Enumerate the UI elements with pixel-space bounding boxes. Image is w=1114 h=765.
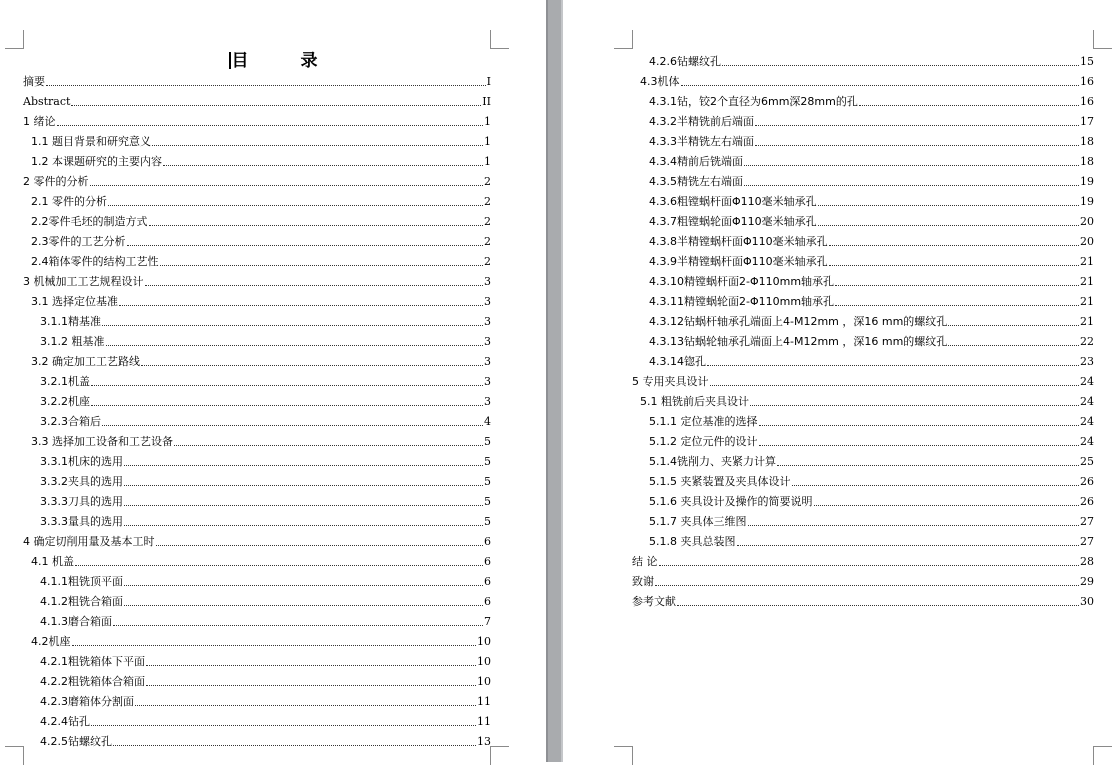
toc-page-number: 1 [484, 155, 491, 168]
toc-dot-leader [146, 685, 476, 686]
toc-entry-text: 3.2 确定加工工艺路线 [31, 355, 140, 368]
toc-dot-leader [152, 145, 483, 146]
toc-page-number: 4 [484, 415, 491, 428]
toc-entry-text: 4.3.7粗镗蜗轮面Φ110毫米轴承孔 [649, 215, 817, 228]
toc-entry-text: 4.3.9半精镗蜗杆面Φ110毫米轴承孔 [649, 255, 828, 268]
toc-page-number: 26 [1080, 475, 1094, 488]
toc-entry[interactable] [632, 491, 1094, 511]
toc-entry-text: 4.3.8半精镗蜗杆面Φ110毫米轴承孔 [649, 235, 828, 248]
toc-entry-text: 4.3.6粗镗蜗杆面Φ110毫米轴承孔 [649, 195, 817, 208]
toc-page-number: 24 [1080, 415, 1094, 428]
toc-page-number: 7 [484, 615, 491, 628]
toc-entry-text: 4.3.13钻蜗轮轴承孔端面上4-M12mm ，深16 mm的螺纹孔 [649, 335, 948, 348]
toc-dot-leader [102, 325, 483, 326]
toc-entry[interactable] [632, 551, 1094, 571]
document-page-right [563, 0, 1114, 762]
toc-entry[interactable] [632, 231, 1094, 251]
toc-dot-leader [72, 645, 477, 646]
toc-entry-text: 4.1.1粗铣顶平面 [40, 575, 123, 588]
toc-entry-text: 3 机械加工工艺规程设计 [23, 275, 144, 288]
toc-entry-text: 4.2.4钻孔 [40, 715, 90, 728]
toc-entry[interactable] [23, 531, 491, 551]
toc-entry-text: 5 专用夹具设计 [632, 375, 709, 388]
toc-entry-text: 1.2 本课题研究的主要内容 [31, 155, 162, 168]
toc-dot-leader [814, 505, 1080, 506]
toc-entry[interactable] [632, 151, 1094, 171]
toc-dot-leader [106, 345, 484, 346]
toc-page-number: 26 [1080, 495, 1094, 508]
toc-dot-leader [755, 125, 1079, 126]
toc-page-number: 5 [484, 475, 491, 488]
toc-dot-leader [948, 345, 1079, 346]
toc-entry-text: 4.3.3半精铣左右端面 [649, 135, 754, 148]
page-corner-mark [5, 746, 24, 765]
toc-entry[interactable] [23, 311, 491, 331]
toc-entry[interactable] [23, 211, 491, 231]
toc-entry[interactable] [23, 71, 491, 91]
toc-dot-leader [46, 85, 486, 86]
toc-entry-text: 4.3.2半精铣前后端面 [649, 115, 754, 128]
toc-dot-leader [759, 425, 1080, 426]
toc-entry-text: 4.3.1钻，铰2个直径为6mm深28mm的孔 [649, 95, 858, 108]
toc-page-number: 6 [484, 535, 491, 548]
toc-entry-text: 5.1.6 夹具设计及操作的简要说明 [649, 495, 813, 508]
toc-entry-text: 5.1 粗铣前后夹具设计 [640, 395, 749, 408]
toc-page-number: 2 [484, 235, 491, 248]
toc-entry-text: 4.2机座 [31, 635, 71, 648]
toc-page-number: 21 [1080, 275, 1094, 288]
toc-entry-text: 致谢 [632, 575, 654, 588]
toc-dot-leader [750, 405, 1079, 406]
toc-dot-leader [677, 605, 1079, 606]
toc-entry[interactable] [632, 471, 1094, 491]
toc-entry[interactable] [23, 471, 491, 491]
toc-page-number: 20 [1080, 215, 1094, 228]
toc-entry-text: 5.1.7 夹具体三维图 [649, 515, 747, 528]
toc-entry[interactable] [23, 511, 491, 531]
toc-entry[interactable] [632, 331, 1094, 351]
toc-page-number: 3 [484, 395, 491, 408]
toc-page-number: 17 [1080, 115, 1094, 128]
toc-entry-text: 4.3.14锪孔 [649, 355, 706, 368]
toc-entry[interactable] [23, 111, 491, 131]
toc-entry-text: 1.1 题目背景和研究意义 [31, 135, 151, 148]
toc-entry-text: 5.1.4铣削力、夹紧力计算 [649, 455, 776, 468]
toc-dot-leader [792, 485, 1080, 486]
toc-page-number: 27 [1080, 535, 1094, 548]
toc-dot-leader [124, 505, 483, 506]
page-corner-mark [1093, 30, 1112, 49]
toc-entry[interactable] [23, 391, 491, 411]
page-corner-mark [614, 746, 633, 765]
toc-entry-text: 1 绪论 [23, 115, 56, 128]
toc-page-number: 18 [1080, 155, 1094, 168]
toc-page-number: 6 [484, 575, 491, 588]
toc-page-number: 16 [1080, 75, 1094, 88]
toc-dot-leader [737, 545, 1080, 546]
toc-page-number: 11 [477, 695, 491, 708]
toc-entry-text: 2.4箱体零件的结构工艺性 [31, 255, 159, 268]
toc-dot-leader [91, 405, 483, 406]
toc-entry[interactable] [632, 291, 1094, 311]
toc-dot-leader [859, 105, 1079, 106]
toc-entry[interactable] [23, 351, 491, 371]
toc-entry-text: 4.1.2粗铣合箱面 [40, 595, 123, 608]
toc-dot-leader [160, 265, 484, 266]
toc-page-number: 23 [1080, 355, 1094, 368]
toc-page-number: 3 [484, 375, 491, 388]
toc-entry[interactable] [632, 531, 1094, 551]
toc-entry-text: 3.1 选择定位基准 [31, 295, 118, 308]
toc-page-number: 29 [1080, 575, 1094, 588]
toc-entry-text: 3.1.1精基准 [40, 315, 101, 328]
toc-title-part2: 录 [300, 51, 318, 71]
toc-dot-leader [744, 185, 1079, 186]
toc-entry-text: 4.3.12钻蜗杆轴承孔端面上4-M12mm ，深16 mm的螺纹孔 [649, 315, 948, 328]
toc-entry-text: 结 论 [632, 555, 658, 568]
toc-entry[interactable] [632, 391, 1094, 411]
toc-entry-text: 4.1.3磨合箱面 [40, 615, 112, 628]
toc-entry[interactable] [632, 111, 1094, 131]
toc-dot-leader [174, 445, 483, 446]
toc-entry[interactable] [632, 131, 1094, 151]
toc-entry-text: 4.1 机盖 [31, 555, 74, 568]
toc-entry[interactable] [23, 551, 491, 571]
toc-page-number: 10 [477, 675, 491, 688]
toc-entry[interactable] [632, 591, 1094, 611]
toc-page-number: 5 [484, 495, 491, 508]
toc-entry-text: 2.1 零件的分析 [31, 195, 107, 208]
toc-list-left [23, 71, 491, 751]
toc-dot-leader [710, 385, 1080, 386]
toc-entry-text: 3.2.2机座 [40, 395, 90, 408]
toc-entry[interactable] [23, 271, 491, 291]
toc-entry[interactable] [632, 51, 1094, 71]
document-page-left [0, 0, 546, 762]
toc-dot-leader [119, 305, 483, 306]
toc-dot-leader [124, 585, 483, 586]
toc-dot-leader [163, 165, 483, 166]
toc-page-number: 24 [1080, 435, 1094, 448]
toc-entry-text: 4.3.4精前后铣端面 [649, 155, 743, 168]
toc-page-number: 16 [1080, 95, 1094, 108]
toc-page-number: 3 [484, 355, 491, 368]
toc-page-number: I [486, 75, 491, 88]
toc-page-number: 3 [484, 295, 491, 308]
toc-entry-text: 3.3.1机床的选用 [40, 455, 123, 468]
toc-dot-leader [145, 285, 484, 286]
toc-entry[interactable] [23, 411, 491, 431]
toc-entry-text: 摘要 [23, 75, 45, 88]
toc-entry[interactable] [23, 631, 491, 651]
toc-dot-leader [156, 545, 484, 546]
toc-page-number: 5 [484, 515, 491, 528]
page-gap [546, 0, 563, 762]
toc-dot-leader [91, 725, 476, 726]
toc-entry[interactable] [23, 131, 491, 151]
toc-dot-leader [135, 705, 476, 706]
toc-title [0, 46, 546, 71]
toc-dot-leader [829, 265, 1079, 266]
toc-dot-leader [71, 105, 481, 106]
toc-entry[interactable] [23, 251, 491, 271]
toc-page-number: 3 [484, 335, 491, 348]
toc-entry[interactable] [632, 91, 1094, 111]
toc-entry-text: 3.3.2夹具的选用 [40, 475, 123, 488]
toc-dot-leader [91, 385, 483, 386]
toc-entry-text: 4.2.3磨箱体分割面 [40, 695, 134, 708]
toc-entry[interactable] [632, 191, 1094, 211]
toc-entry-text: 3.2.3合箱后 [40, 415, 101, 428]
toc-entry-text: 参考文献 [632, 595, 676, 608]
toc-page-number: 20 [1080, 235, 1094, 248]
toc-entry[interactable] [23, 691, 491, 711]
toc-entry-text: 5.1.2 定位元件的设计 [649, 435, 758, 448]
toc-entry[interactable] [632, 251, 1094, 271]
toc-page-number: 5 [484, 435, 491, 448]
toc-entry-text: 3.3 选择加工设备和工艺设备 [31, 435, 173, 448]
toc-entry-text: 5.1.1 定位基准的选择 [649, 415, 758, 428]
toc-dot-leader [748, 525, 1080, 526]
page-corner-mark [490, 746, 509, 765]
toc-entry-text: 3.2.1机盖 [40, 375, 90, 388]
toc-dot-leader [127, 245, 484, 246]
toc-page-number: 24 [1080, 375, 1094, 388]
toc-entry[interactable] [23, 231, 491, 251]
toc-dot-leader [744, 165, 1079, 166]
toc-entry[interactable] [23, 331, 491, 351]
toc-page-number: 2 [484, 175, 491, 188]
toc-page-number: 19 [1080, 195, 1094, 208]
toc-dot-leader [835, 305, 1079, 306]
toc-page-number: II [482, 95, 491, 108]
toc-entry-text: 2.3零件的工艺分析 [31, 235, 126, 248]
toc-dot-leader [655, 585, 1079, 586]
toc-page-number: 25 [1080, 455, 1094, 468]
toc-entry[interactable] [23, 371, 491, 391]
toc-dot-leader [818, 205, 1079, 206]
toc-dot-leader [829, 245, 1079, 246]
toc-entry[interactable] [23, 651, 491, 671]
toc-page-number: 11 [477, 715, 491, 728]
toc-entry-text: 2.2零件毛坯的制造方式 [31, 215, 148, 228]
toc-entry[interactable] [632, 431, 1094, 451]
toc-page-number: 5 [484, 455, 491, 468]
toc-entry-text: 2 零件的分析 [23, 175, 89, 188]
toc-dot-leader [108, 205, 483, 206]
toc-page-number: 28 [1080, 555, 1094, 568]
toc-dot-leader [141, 365, 483, 366]
toc-entry[interactable] [23, 731, 491, 751]
toc-dot-leader [707, 365, 1079, 366]
toc-entry-text: 5.1.5 夹紧装置及夹具体设计 [649, 475, 791, 488]
toc-entry-text: 3.3.3刀具的选用 [40, 495, 123, 508]
toc-entry-text: 4.3.10精镗蜗杆面2-Φ110mm轴承孔 [649, 275, 835, 288]
toc-dot-leader [102, 425, 483, 426]
toc-entry-text: 4.2.2粗铣箱体合箱面 [40, 675, 145, 688]
toc-title-part1: 目 [231, 51, 249, 71]
page-corner-mark [1093, 746, 1112, 765]
toc-page-number: 2 [484, 215, 491, 228]
toc-page-number: 22 [1080, 335, 1094, 348]
toc-page-number: 19 [1080, 175, 1094, 188]
toc-dot-leader [124, 525, 483, 526]
toc-entry[interactable] [23, 291, 491, 311]
toc-dot-leader [124, 485, 483, 486]
toc-page-number: 1 [484, 135, 491, 148]
toc-dot-leader [659, 565, 1080, 566]
toc-dot-leader [124, 465, 483, 466]
toc-dot-leader [57, 125, 484, 126]
toc-page-number: 13 [477, 735, 491, 748]
toc-entry-text: 4.3机体 [640, 75, 680, 88]
toc-entry[interactable] [632, 371, 1094, 391]
toc-entry-text: 3.3.3量具的选用 [40, 515, 123, 528]
toc-dot-leader [777, 465, 1079, 466]
toc-entry-text: 4.2.5钻螺纹孔 [40, 735, 112, 748]
toc-page-number: 6 [484, 555, 491, 568]
toc-page-number: 15 [1080, 55, 1094, 68]
toc-page-number: 21 [1080, 255, 1094, 268]
toc-entry[interactable] [632, 271, 1094, 291]
toc-entry[interactable] [23, 191, 491, 211]
toc-page-number: 30 [1080, 595, 1094, 608]
toc-dot-leader [149, 225, 484, 226]
toc-dot-leader [835, 285, 1079, 286]
toc-dot-leader [146, 665, 476, 666]
toc-page-number: 24 [1080, 395, 1094, 408]
toc-entry[interactable] [23, 571, 491, 591]
toc-page-number: 6 [484, 595, 491, 608]
toc-entry-text: 4.3.5精铣左右端面 [649, 175, 743, 188]
toc-dot-leader [948, 325, 1079, 326]
toc-entry-text: 3.1.2 粗基准 [40, 335, 105, 348]
toc-entry[interactable] [632, 211, 1094, 231]
toc-page-number: 3 [484, 315, 491, 328]
toc-page-number: 18 [1080, 135, 1094, 148]
toc-page-number: 3 [484, 275, 491, 288]
toc-entry[interactable] [632, 411, 1094, 431]
toc-entry[interactable] [632, 351, 1094, 371]
toc-entry[interactable] [23, 91, 491, 111]
toc-entry[interactable] [23, 671, 491, 691]
toc-entry[interactable] [23, 611, 491, 631]
toc-entry[interactable] [632, 171, 1094, 191]
toc-dot-leader [124, 605, 483, 606]
toc-dot-leader [681, 85, 1080, 86]
toc-page-number: 2 [484, 195, 491, 208]
toc-entry[interactable] [23, 491, 491, 511]
toc-entry-text: Abstract [23, 95, 71, 108]
toc-entry[interactable] [632, 451, 1094, 471]
toc-dot-leader [759, 445, 1080, 446]
page-corner-mark [614, 30, 633, 49]
toc-page-number: 10 [477, 655, 491, 668]
toc-entry-text: 4.2.1粗铣箱体下平面 [40, 655, 145, 668]
toc-entry[interactable] [632, 311, 1094, 331]
toc-page-number: 27 [1080, 515, 1094, 528]
toc-dot-leader [90, 185, 484, 186]
toc-page-number: 2 [484, 255, 491, 268]
toc-list-right [632, 51, 1094, 611]
toc-dot-leader [113, 625, 483, 626]
toc-dot-leader [113, 745, 476, 746]
toc-dot-leader [818, 225, 1079, 226]
toc-dot-leader [75, 565, 483, 566]
toc-page-number: 1 [484, 115, 491, 128]
toc-entry-text: 5.1.8 夹具总装图 [649, 535, 736, 548]
toc-entry[interactable] [632, 71, 1094, 91]
toc-entry[interactable] [23, 591, 491, 611]
toc-entry[interactable] [23, 451, 491, 471]
toc-entry-text: 4.3.11精镗蜗轮面2-Φ110mm轴承孔 [649, 295, 835, 308]
text-cursor [229, 52, 231, 69]
toc-entry[interactable] [632, 511, 1094, 531]
toc-entry[interactable] [23, 711, 491, 731]
toc-entry[interactable] [23, 151, 491, 171]
toc-entry[interactable] [23, 171, 491, 191]
toc-page-number: 10 [477, 635, 491, 648]
toc-dot-leader [722, 65, 1079, 66]
toc-page-number: 21 [1080, 295, 1094, 308]
toc-entry[interactable] [632, 571, 1094, 591]
toc-dot-leader [755, 145, 1079, 146]
toc-entry-text: 4 确定切削用量及基本工时 [23, 535, 155, 548]
toc-entry[interactable] [23, 431, 491, 451]
toc-page-number: 21 [1080, 315, 1094, 328]
toc-entry-text: 4.2.6钻螺纹孔 [649, 55, 721, 68]
